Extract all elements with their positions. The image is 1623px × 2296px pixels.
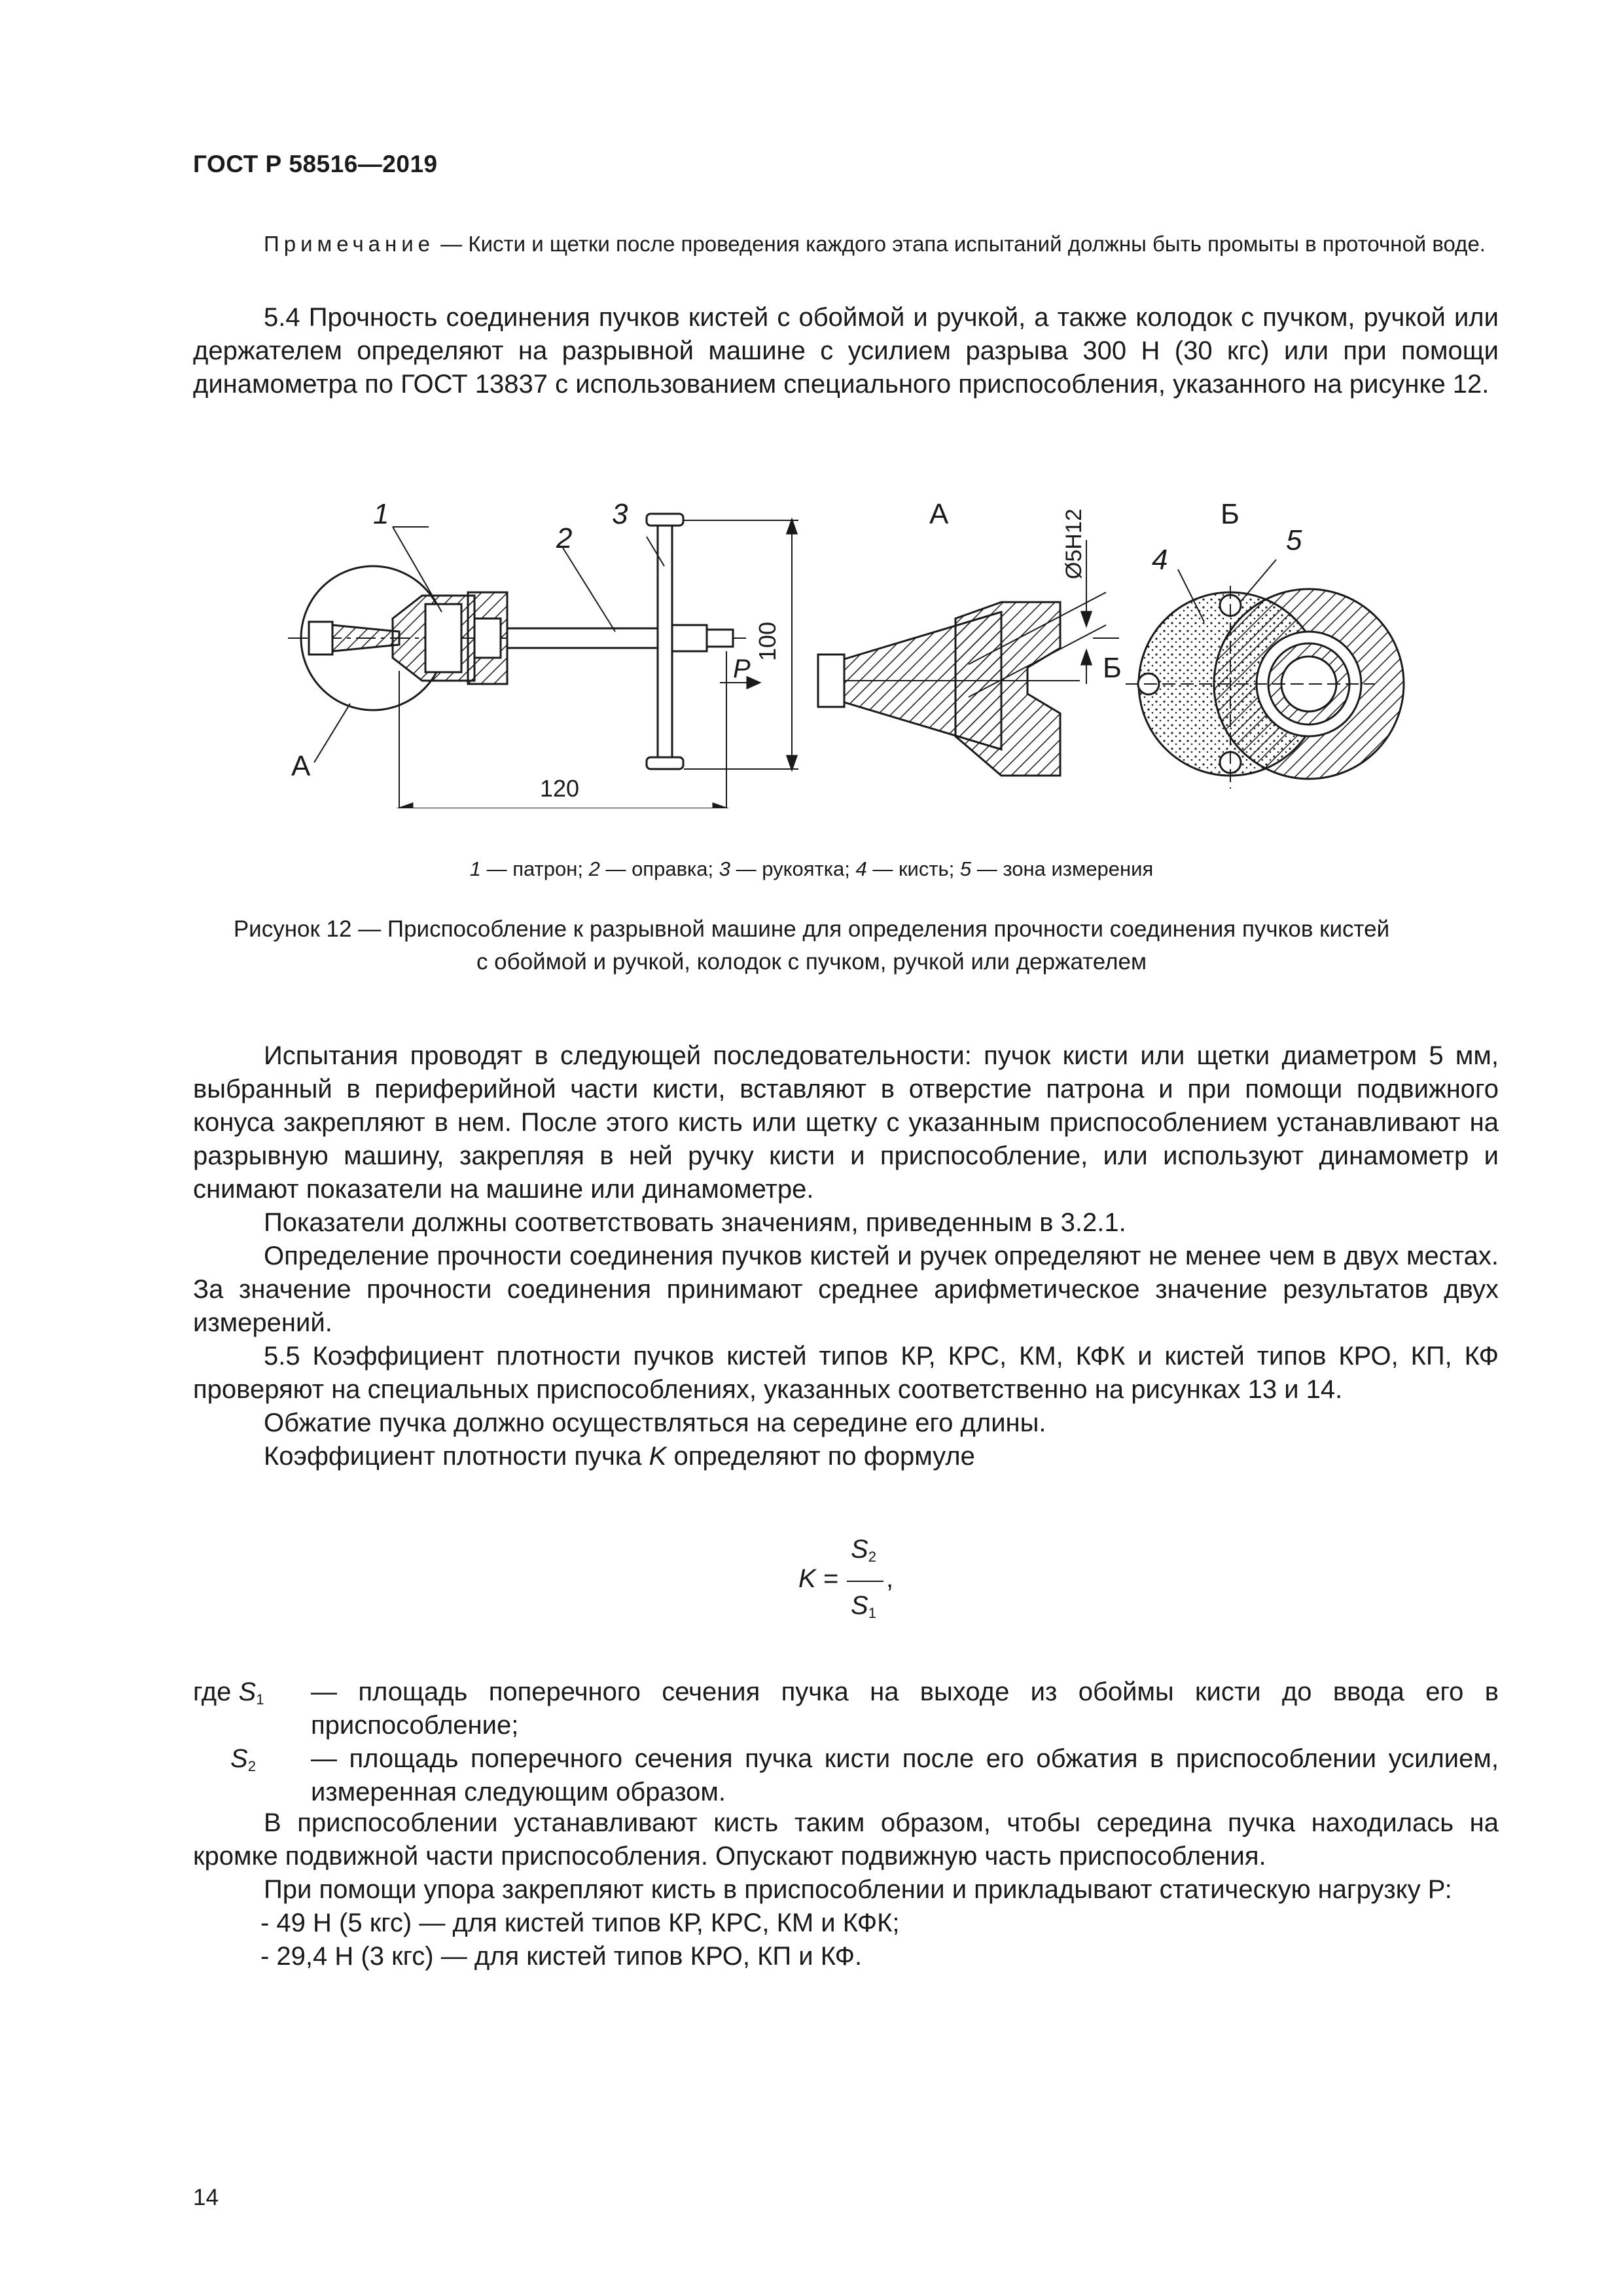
formula-fraction-bar <box>847 1581 883 1582</box>
formula-intro <box>193 1440 1499 1473</box>
s2-sub: 2 <box>247 1758 256 1774</box>
definition-s1-text: — площадь поперечного сечения пучка на выходе из обоймы кисти до ввода его в приспособление; <box>311 1677 1499 1740</box>
legend-num-2: 2 <box>588 857 600 880</box>
definition-s2 <box>193 1742 1499 1809</box>
procedure-paragraph-2: При помощи упора закрепляют кисть в приспособлении и прикладывают статическую нагрузку Р: <box>264 1875 1452 1904</box>
formula-intro-after: определяют по формуле <box>666 1442 975 1471</box>
definition-s2-term <box>230 1742 256 1783</box>
tests-paragraph-5: Обжатие пучка должно осуществляться на середине его длины. <box>264 1408 1046 1437</box>
section-5-4 <box>193 301 1499 401</box>
dim-width: 120 <box>540 775 580 802</box>
figure-caption <box>0 913 1623 978</box>
formula-denominator <box>851 1591 876 1622</box>
label-3: 3 <box>612 498 628 530</box>
label-view-a: А <box>929 498 949 530</box>
label-force: P <box>733 655 751 683</box>
load-list-item-1: - 49 Н (5 кгс) — для кистей типов КР, КРС, КМ и КФК; <box>260 1909 900 1937</box>
paragraph-5-4: 5.4 Прочность соединения пучков кистей с обоймой и ручкой, а также колодок с пучком, ручкой или держателем определяют на разрывной машине с усилием разрыва 300 Н (30 кгс) или при помощи динамометра по ГОСТ 13837 с использованием специального приспособления, указанного на рисунке 12. <box>193 303 1499 399</box>
label-a-circle: А <box>291 750 311 782</box>
label-b-arrow: Б <box>1103 652 1122 684</box>
brush-bundle-left <box>332 625 399 651</box>
formula-lhs: K <box>798 1564 816 1593</box>
density-formula <box>798 1535 916 1626</box>
formula-comma: , <box>886 1564 894 1593</box>
definition-s2-text: — площадь поперечного сечения пучка кисти после его обжатия в приспособлении усилием, измеренная следующим образом. <box>311 1744 1499 1806</box>
mandrel-rod <box>507 628 671 648</box>
formula-num-sub: 2 <box>868 1549 876 1565</box>
legend-text-3: — рукоятка; <box>730 857 856 880</box>
tests-paragraph-3: Определение прочности соединения пучков кистей и ручек определяют не менее чем в двух местах. За значение прочности соединения принимают среднее арифметическое значение результатов двух измерений. <box>193 1242 1499 1337</box>
tests-paragraph-2: Показатели должны соответствовать значениям, приведенным в 3.2.1. <box>264 1208 1126 1237</box>
s2-var: S <box>230 1744 248 1773</box>
note-text: — Кисти и щетки после проведения каждого этапа испытаний должны быть промыты в проточной воде. <box>435 232 1486 256</box>
caption-line-1: Рисунок 12 — Приспособление к разрывной машине для определения прочности соединения пучков кистей <box>233 916 1390 942</box>
legend-num-1: 1 <box>469 857 481 880</box>
label-2: 2 <box>556 522 573 554</box>
legend-num-4: 4 <box>855 857 867 880</box>
label-view-b: Б <box>1221 498 1240 530</box>
tests-paragraph-4: 5.5 Коэффициент плотности пучков кистей типов КР, КРС, КМ, КФК и кистей типов КРО, КП, КФ проверяют на специальных приспособлениях, указанных соответственно на рисунках 13 и 14. <box>193 1342 1499 1404</box>
dim-height: 100 <box>754 621 781 661</box>
detail-a-body <box>955 602 1060 776</box>
document-header: ГОСТ Р 58516—2019 <box>193 151 438 177</box>
legend-text-5: — зона измерения <box>971 857 1154 880</box>
definition-s1-term <box>193 1676 264 1716</box>
figure-12-drawing <box>275 488 1427 808</box>
s1-var: S <box>238 1677 257 1706</box>
formula-num-var: S <box>851 1535 868 1564</box>
figure-legend <box>0 857 1623 881</box>
dim-hole: Ø5Н12 <box>1061 509 1086 579</box>
note-label: Примечание <box>264 232 435 256</box>
legend-text-2: — оправка; <box>599 857 719 880</box>
label-5: 5 <box>1286 524 1302 556</box>
formula-equals: = <box>823 1564 839 1593</box>
formula-den-sub: 1 <box>868 1605 876 1621</box>
s1-sub: 1 <box>256 1691 264 1708</box>
procedure-section <box>193 1806 1499 1973</box>
note-paragraph <box>193 228 1499 260</box>
detail-a-tip <box>818 655 844 707</box>
legend-num-3: 3 <box>719 857 731 880</box>
legend-text-4: — кисть; <box>866 857 960 880</box>
caption-line-2: с обоймой и ручкой, колодок с пучком, ручкой или держателем <box>476 949 1147 975</box>
formula-den-var: S <box>851 1591 868 1620</box>
legend-text-1: — патрон; <box>480 857 589 880</box>
chuck-tip <box>309 622 332 655</box>
page-number: 14 <box>193 2185 219 2210</box>
tests-paragraph-1: Испытания проводят в следующей последовательности: пучок кисти или щетки диаметром 5 мм, выбранный в периферийной части кисти, вставляют в отверстие патрона и при помощи подвижного конуса закрепляют в нем. После этого кисть или щетку с указанным приспособлением устанавливают на разрывную машину, закрепляя в ней ручку кисти и приспособление, или используют динамометр и снимают показатели на машине или динамометре. <box>193 1041 1499 1204</box>
label-1: 1 <box>373 498 389 530</box>
formula-numerator <box>851 1535 876 1566</box>
formula-intro-var: K <box>649 1442 667 1471</box>
label-4: 4 <box>1152 544 1168 576</box>
legend-num-5: 5 <box>959 857 972 880</box>
formula-intro-before: Коэффициент плотности пучка <box>264 1442 649 1471</box>
procedure-paragraph-1: В приспособлении устанавливают кисть таким образом, чтобы середина пучка находилась на кромке подвижной части приспособления. Опускают подвижную часть приспособления. <box>193 1808 1499 1871</box>
where-prefix: где <box>193 1677 239 1706</box>
tests-section <box>193 1039 1499 1473</box>
definition-s1 <box>193 1676 1499 1742</box>
where-definitions <box>193 1676 1499 1809</box>
load-list-item-2: - 29,4 Н (3 кгс) — для кистей типов КРО, КП и КФ. <box>260 1942 863 1971</box>
